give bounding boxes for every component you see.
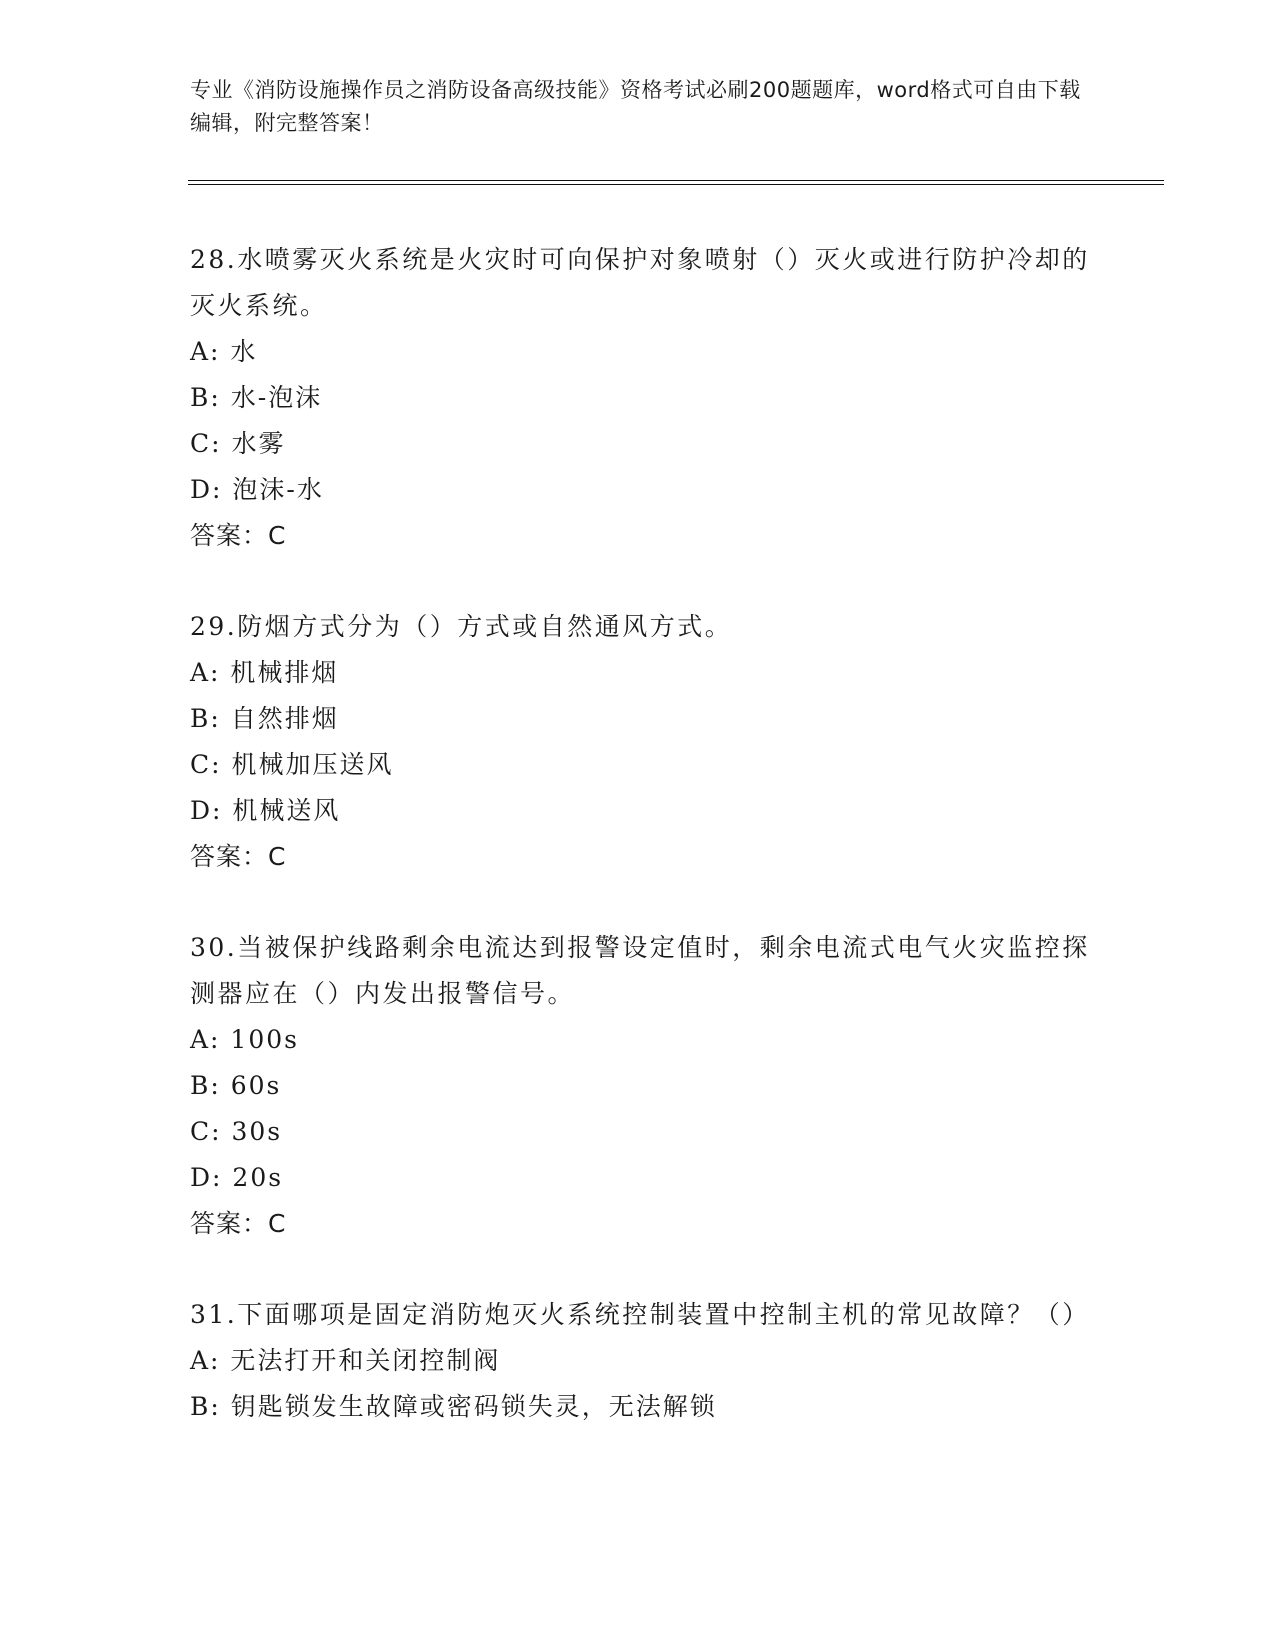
answer-line: 答案：C: [190, 521, 287, 550]
question-stem: 30.当被保护线路剩余电流达到报警设定值时，剩余电流式电气火灾监控探测器应在（）内发出报警信号。: [190, 933, 1090, 1008]
option-a: A: 水: [190, 337, 258, 366]
header-divider-bottom: [188, 184, 1164, 185]
question-list: [190, 237, 1090, 1430]
option-d: D: 20s: [190, 1163, 284, 1192]
option-a: A: 无法打开和关闭控制阀: [190, 1346, 501, 1375]
question-spacer: [190, 559, 1090, 604]
option-d: D: 泡沫-水: [190, 475, 324, 504]
option-b: B: 自然排烟: [190, 704, 339, 733]
question-28: [190, 237, 1090, 559]
option-a: A: 机械排烟: [190, 658, 339, 687]
question-29: [190, 604, 1090, 880]
question-spacer: [190, 1247, 1090, 1292]
header-divider-top: [188, 180, 1164, 181]
option-c: C: 水雾: [190, 429, 286, 458]
option-d: D: 机械送风: [190, 796, 341, 825]
option-c: C: 机械加压送风: [190, 750, 394, 779]
document-header-intro: 专业《消防设施操作员之消防设备高级技能》资格考试必刷200题题库，word格式可自由下载编辑，附完整答案！: [190, 78, 1081, 135]
question-30: [190, 925, 1090, 1247]
option-c: C: 30s: [190, 1117, 283, 1146]
question-31: [190, 1292, 1090, 1430]
question-spacer: [190, 880, 1090, 925]
option-b: B: 钥匙锁发生故障或密码锁失灵，无法解锁: [190, 1392, 717, 1421]
question-stem: 29.防烟方式分为（）方式或自然通风方式。: [190, 612, 733, 641]
answer-line: 答案：C: [190, 1209, 287, 1238]
question-stem: 31.下面哪项是固定消防炮灭火系统控制装置中控制主机的常见故障？（）: [190, 1300, 1090, 1329]
option-b: B: 60s: [190, 1071, 282, 1100]
answer-line: 答案：C: [190, 842, 287, 871]
option-b: B: 水-泡沫: [190, 383, 323, 412]
question-stem: 28.水喷雾灭火系统是火灾时可向保护对象喷射（）灭火或进行防护冷却的灭火系统。: [190, 245, 1090, 320]
option-a: A: 100s: [190, 1025, 299, 1054]
